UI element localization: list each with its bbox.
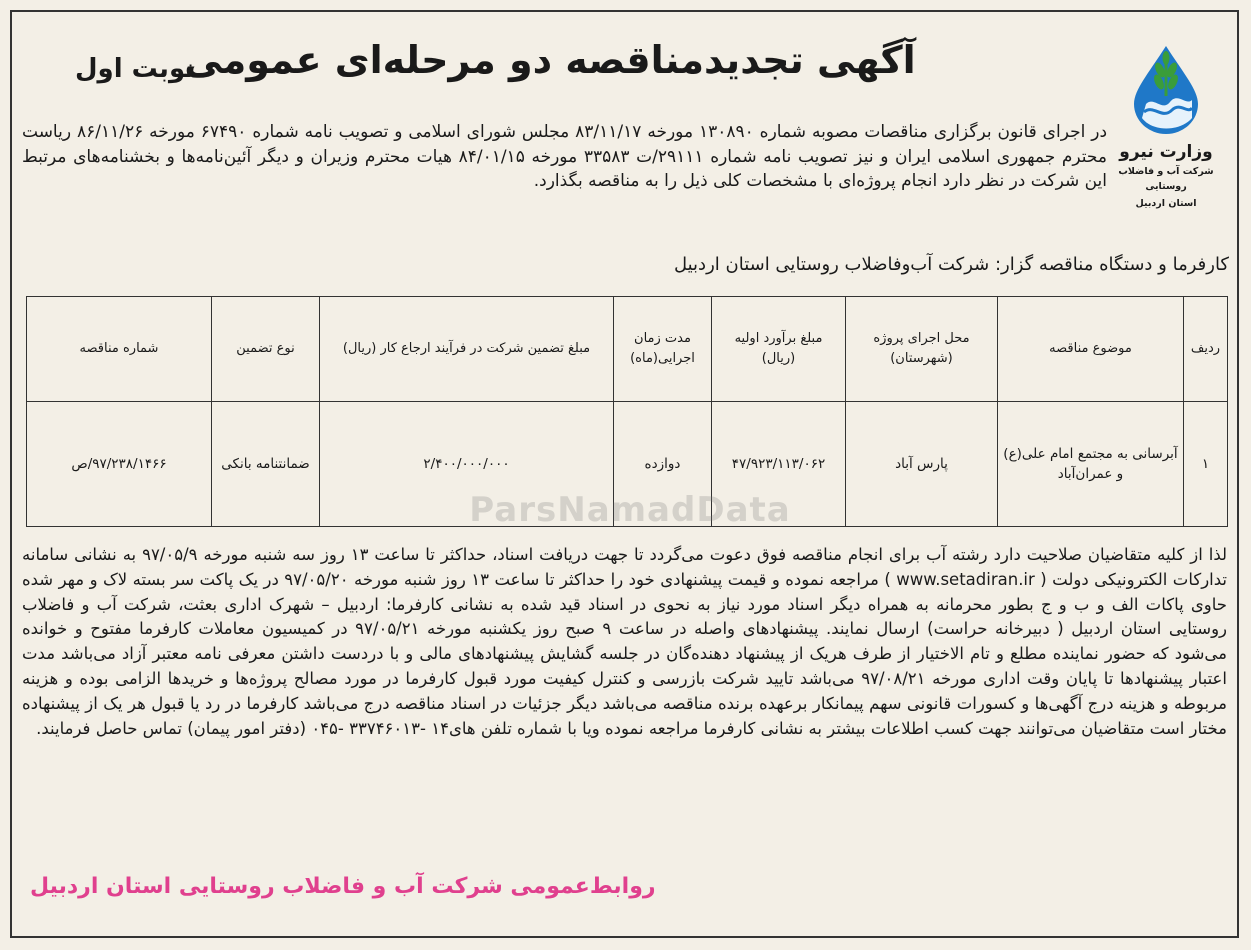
body-paragraph: لذا از کلیه متقاضیان صلاحیت دارد رشته آب برای انجام مناقصه فوق دعوت می‌گردد تا جهت دریافت اسناد، حداکثر تا ساعت ۱۳ روز سه شنبه مورخه ۹۷/۰۵/۹ به نشانی سامانه تدارکات الکترونیکی دولت ( www.setadiran.ir ) مراجعه نموده و قیمت پیشنهادی خود را حداکثر تا ساعت ۱۳ روز شنبه مورخه ۹۷/۰۵/۲۰ در یک پاکت سر بسته لاک و مهر شده حاوی پاکات الف و ب و ج بطور محرمانه به همراه دیگر اسناد مورد نیاز به نحوی در اسناد قید شده به نشانی کارفرما: اردبیل – شهرک اداری بعثت، شرکت آب و فاضلاب روستایی استان اردبیل ( دبیرخانه حراست) ارسال نمایند. پیشنهادهای واصله در ساعت ۹ صبح روز یکشنبه مورخه ۹۷/۰۵/۲۱ در کمیسیون معاملات کارفرما مفتوح و خوانده می‌شود که حضور نماینده مطلع و تام الاختیار از طرف هریک از پیشنهاد دهنده‌گان در جلسه گشایش پیشنهادهای مالی و با دردست داشتن معرفی نامه معتبر آزاد می‌باشد مدت اعتبار پیشنهادها تا پایان وقت اداری مورخه ۹۷/۰۸/۲۱ می‌باشد تایید شرکت بازرسی و کنترل کیفیت مورد قبول کارفرما در مورد مصالح پروژه‌ها و خریدها الزامی بوده و هزینه مربوطه و هزینه درج آگهی‌ها و کسورات قانونی سهم پیمانکار برعهده برنده مناقصه می‌باشد دیگر جزئیات در اسناد مناقصه درج می‌باشد کارفرما در رد یا قبول هر یک از پیشنهاده مختار است متقاضیان می‌توانند جهت کسب اطلاعات بیشتر به نشانی کارفرما مراجعه نموده ویا با شماره تلفن های۱۴ -۳۳۷۴۶۰۱۳ -۰۴۵ (دفتر امور پیمان) تماس حاصل فرمایند. [22, 545, 1228, 738]
cell-tender-number: ۹۷/۲۳۸/۱۴۶۶/ص [27, 402, 212, 527]
tender-table [26, 296, 1228, 527]
company-name-line1: شرکت آب و فاضلاب روستایی [1118, 166, 1214, 192]
header-location: محل اجرای پروژه (شهرستان) [846, 297, 998, 402]
cell-estimate: ۴۷/۹۲۳/۱۱۳/۰۶۲ [712, 402, 846, 527]
header-row-number: ردیف [1184, 297, 1228, 402]
cell-subject: آبرسانی به مجتمع امام علی(ع) و عمران‌آباد [998, 402, 1184, 527]
cell-guarantee-type: ضمانتنامه بانکی [212, 402, 320, 527]
water-drop-logo-icon [1118, 40, 1214, 136]
table-row [27, 402, 1228, 527]
footer-signature: روابط‌عمومی شرکت آب و فاضلاب روستایی استان اردبیل [30, 874, 656, 899]
header-estimate: مبلغ برآورد اولیه (ریال) [712, 297, 846, 402]
header-subject: موضوع مناقصه [998, 297, 1184, 402]
table-header-row [27, 297, 1228, 402]
watermark: ParsNamadData [469, 490, 791, 530]
cell-row-number: ۱ [1184, 402, 1228, 527]
cell-guarantee-amount: ۲/۴۰۰/۰۰۰/۰۰۰ [320, 402, 614, 527]
company-name-line2: استان اردبیل [1135, 198, 1197, 209]
intro-paragraph: در اجرای قانون برگزاری مناقصات مصوبه شماره ۱۳۰۸۹۰ مورخه ۸۳/۱۱/۱۷ مجلس شورای اسلامی و تصویب نامه شماره ۶۷۴۹۰ مورخه ۸۶/۱۱/۲۶ ریاست محترم جمهوری اسلامی ایران و نیز تصویب نامه شماره ۲۹۱۱۱/ت ۳۳۵۸۳ مورخه ۸۴/۰۱/۱۵ هیات محترم وزیران و دیگر آئین‌نامه‌ها و بخشنامه‌های مرتبط این شرکت در نظر دارد انجام پروژه‌ای با مشخصات کلی ذیل را به مناقصه بگذارد. [22, 122, 1108, 191]
header-duration: مدت زمان اجرایی(ماه) [614, 297, 712, 402]
header-tender-number: شماره مناقصه [27, 297, 212, 402]
ministry-logo [1101, 34, 1231, 244]
header-guarantee-type: نوع تضمین [212, 297, 320, 402]
notice-round: نوبت اول [74, 54, 196, 84]
employer-line: کارفرما و دستگاه مناقصه گزار: شرکت آب‌وفاضلاب روستایی استان اردبیل [673, 254, 1229, 275]
cell-duration: دوازده [614, 402, 712, 527]
cell-location: پارس آباد [846, 402, 998, 527]
notice-title: آگهی تجدیدمناقصه دو مرحله‌ای عمومی [184, 38, 916, 82]
ministry-name: وزارت نیرو [1119, 142, 1213, 162]
header-guarantee-amount: مبلغ تضمین شرکت در فرآیند ارجاع کار (ریال) [320, 297, 614, 402]
